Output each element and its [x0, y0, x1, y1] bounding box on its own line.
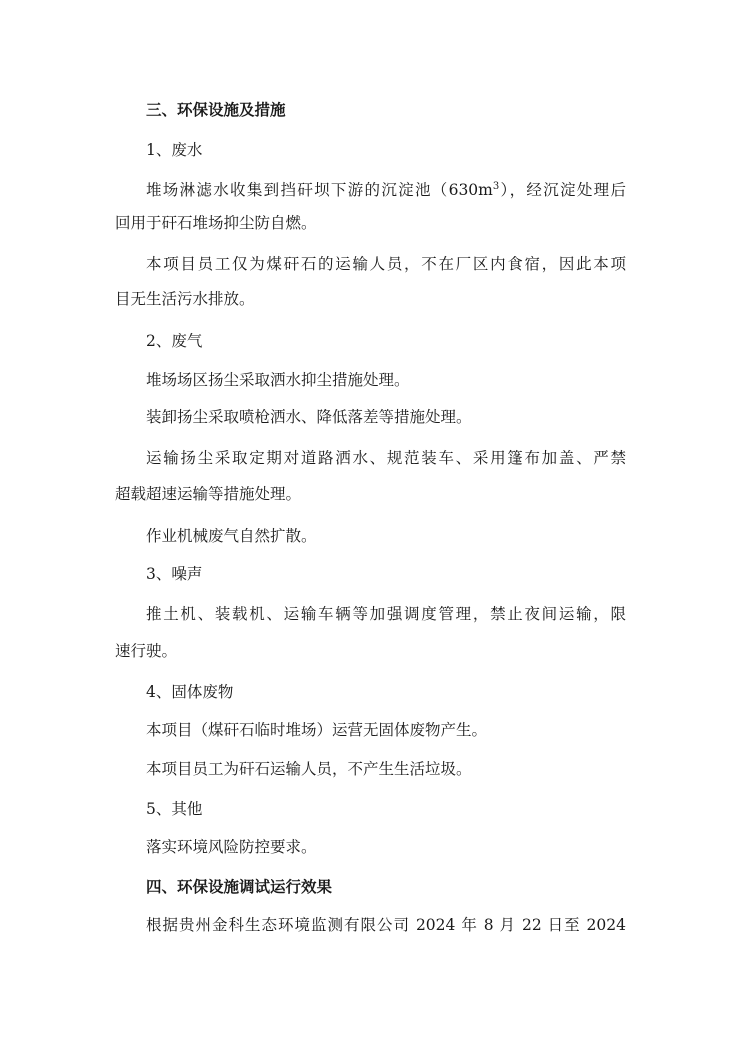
noise-paragraph-line-1: 推土机、装载机、运输车辆等加强调度管理，禁止夜间运输，限 [146, 605, 626, 623]
wastewater-text-a: 堆场淋滤水收集到挡矸坝下游的沉淀池（630m [146, 181, 493, 199]
solid-waste-heading: 4、固体废物 [146, 683, 234, 701]
section-3-heading: 三、环保设施及措施 [146, 100, 286, 119]
wastewater-heading: 1、废水 [146, 141, 203, 159]
wastewater-paragraph-1-line-2: 回用于矸石堆场抑尘防自燃。 [115, 214, 317, 232]
wastewater-paragraph-2-line-1: 本项目员工仅为煤矸石的运输人员，不在厂区内食宿，因此本项 [146, 255, 626, 273]
wastewater-text-b: ），经沉淀处理后 [499, 181, 626, 199]
exhaust-heading: 2、废气 [146, 332, 203, 350]
section-4-heading: 四、环保设施调试运行效果 [146, 877, 333, 896]
superscript-3: 3 [492, 180, 500, 192]
exhaust-paragraph-3-line-1: 运输扬尘采取定期对道路洒水、规范装车、采用篷布加盖、严禁 [146, 449, 626, 467]
section-4-paragraph: 根据贵州金科生态环境监测有限公司 2024 年 8 月 22 日至 2024 [146, 916, 626, 934]
noise-heading: 3、噪声 [146, 565, 203, 583]
other-heading: 5、其他 [146, 800, 203, 818]
noise-paragraph-line-2: 速行驶。 [115, 642, 178, 660]
exhaust-paragraph-2: 装卸扬尘采取喷枪洒水、降低落差等措施处理。 [146, 408, 472, 426]
exhaust-paragraph-1: 堆场场区扬尘采取洒水抑尘措施处理。 [146, 371, 410, 389]
exhaust-paragraph-4: 作业机械废气自然扩散。 [146, 527, 317, 545]
wastewater-paragraph-2-line-2: 目无生活污水排放。 [115, 290, 255, 308]
wastewater-paragraph-1-line-1 [146, 180, 626, 200]
other-paragraph: 落实环境风险防控要求。 [146, 838, 317, 856]
exhaust-paragraph-3-line-2: 超载超速运输等措施处理。 [115, 485, 302, 503]
solid-waste-paragraph-1: 本项目（煤矸石临时堆场）运营无固体废物产生。 [146, 721, 488, 739]
solid-waste-paragraph-2: 本项目员工为矸石运输人员，不产生生活垃圾。 [146, 760, 472, 778]
